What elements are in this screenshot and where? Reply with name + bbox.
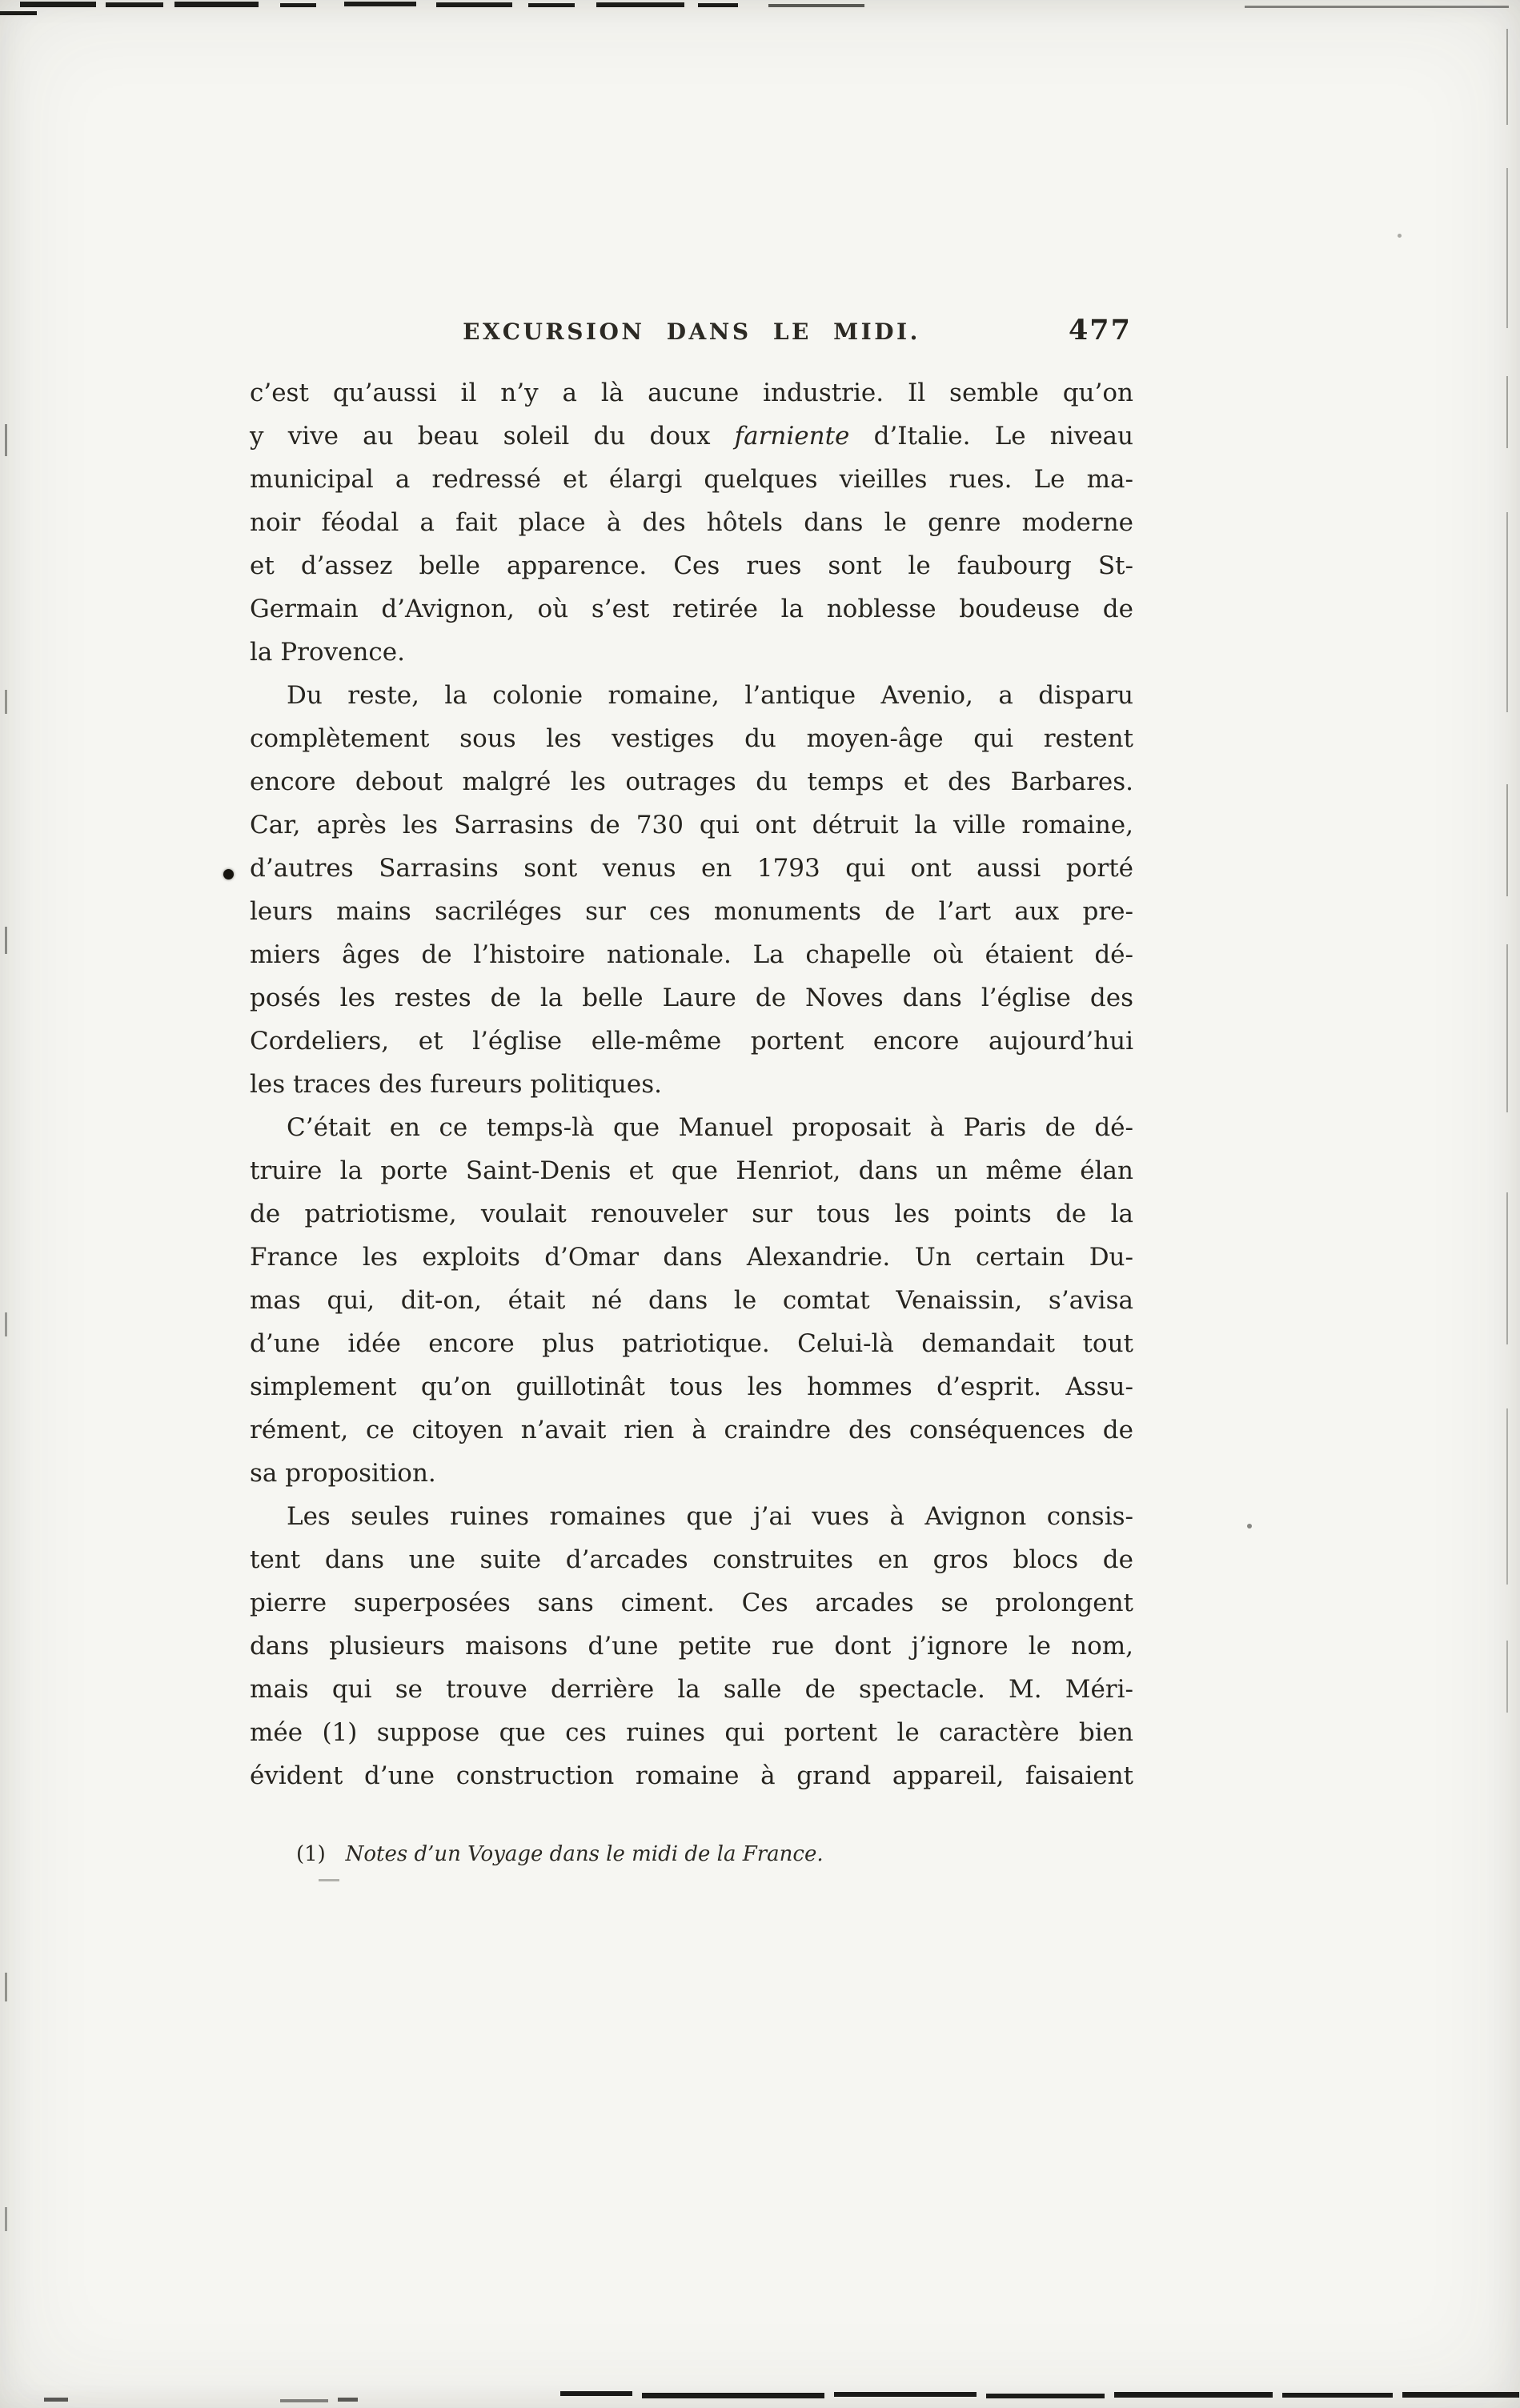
scan-artifact [44, 2398, 68, 2402]
paragraph [250, 371, 1133, 674]
text-line: encore debout malgré les outrages du temps et des Barbares. [250, 767, 1133, 796]
scan-artifact [1402, 2392, 1519, 2398]
scan-artifact [106, 2, 163, 7]
text-line: mais qui se trouve derrière la salle de spectacle. M. Méri- [250, 1675, 1133, 1704]
paragraph [250, 1106, 1133, 1495]
scan-artifact [560, 2391, 632, 2396]
scan-artifact [768, 4, 864, 7]
scan-artifact [1114, 2392, 1273, 2398]
text-line: C’était en ce temps-là que Manuel proposait à Paris de dé- [287, 1113, 1133, 1142]
scan-artifact [1506, 168, 1508, 328]
text-line: Germain d’Avignon, où s’est retirée la noblesse boudeuse de [250, 595, 1133, 623]
scan-artifact [20, 2, 96, 7]
text-line: y vive au beau soleil du doux farniente d’Italie. Le niveau [250, 422, 1133, 451]
footnote-marker: (1) [296, 1842, 326, 1866]
page-header [250, 314, 1133, 355]
margin-mark-dot [223, 869, 234, 879]
text-line: mas qui, dit-on, était né dans le comtat Venaissin, s’avisa [250, 1286, 1133, 1315]
page-text-block [250, 314, 1133, 1866]
text-line: Car, après les Sarrasins de 730 qui ont détruit la ville romaine, [250, 811, 1133, 839]
scan-artifact [698, 3, 738, 7]
text-line: les traces des fureurs politiques. [250, 1070, 662, 1099]
scan-artifact [1398, 234, 1402, 238]
scan-artifact [5, 927, 7, 954]
page-number: 477 [1068, 314, 1132, 347]
text-line: de patriotisme, voulait renouveler sur tous les points de la [250, 1200, 1133, 1228]
paragraph [250, 1495, 1133, 1797]
scan-artifact [1506, 1408, 1508, 1585]
footnote [250, 1842, 1133, 1866]
text-line: Du reste, la colonie romaine, l’antique Avenio, a disparu [287, 681, 1133, 710]
text-line: sa proposition. [250, 1459, 436, 1488]
text-line: noir féodal a fait place à des hôtels dans le genre moderne [250, 508, 1133, 537]
text-line: d’une idée encore plus patriotique. Celui-là demandait tout [250, 1329, 1133, 1358]
text-line: Les seules ruines romaines que j’ai vues à Avignon consis- [287, 1502, 1133, 1531]
scan-artifact [5, 1312, 7, 1336]
scan-artifact [280, 3, 316, 7]
text-line: la Provence. [250, 638, 405, 667]
scan-artifact [1506, 512, 1508, 712]
text-line: évident d’une construction romaine à grand appareil, faisaient [250, 1761, 1133, 1790]
scan-artifact [986, 2394, 1105, 2398]
scan-artifact [0, 11, 37, 15]
text-line: France les exploits d’Omar dans Alexandrie. Un certain Du- [250, 1243, 1133, 1272]
scan-artifact [1506, 29, 1508, 125]
scan-artifact [642, 2393, 824, 2398]
text-line: leurs mains sacriléges sur ces monuments de l’art aux pre- [250, 897, 1133, 926]
scan-artifact [5, 690, 7, 714]
scan-artifact [596, 2, 684, 7]
scan-artifact [436, 2, 512, 7]
body-text [250, 371, 1133, 1797]
scan-artifact [280, 2399, 328, 2402]
text-line: tent dans une suite d’arcades construites en gros blocs de [250, 1545, 1133, 1574]
text-line: d’autres Sarrasins sont venus en 1793 qui ont aussi porté [250, 854, 1133, 883]
text-line: pierre superposées sans ciment. Ces arcades se prolongent [250, 1589, 1133, 1617]
scan-artifact [319, 1879, 339, 1881]
text-line: posés les restes de la belle Laure de Noves dans l’église des [250, 984, 1133, 1012]
scan-artifact [5, 1973, 7, 2001]
scan-artifact [1247, 1524, 1252, 1529]
scan-artifact [5, 424, 7, 456]
text-line: c’est qu’aussi il n’y a là aucune industrie. Il semble qu’on [250, 379, 1133, 407]
text-line: et d’assez belle apparence. Ces rues sont le faubourg St- [250, 551, 1133, 580]
text-line: mée (1) suppose que ces ruines qui portent le caractère bien [250, 1718, 1133, 1747]
text-line: simplement qu’on guillotinât tous les hommes d’esprit. Assu- [250, 1372, 1133, 1401]
scan-artifact [528, 3, 575, 7]
scan-artifact [338, 2398, 358, 2402]
text-line: Cordeliers, et l’église elle-même portent encore aujourd’hui [250, 1027, 1133, 1056]
paragraph [250, 674, 1133, 1106]
text-line: rément, ce citoyen n’avait rien à craindre des conséquences de [250, 1416, 1133, 1444]
text-line: dans plusieurs maisons d’une petite rue dont j’ignore le nom, [250, 1632, 1133, 1661]
scan-artifact [1506, 784, 1508, 896]
scan-artifact [834, 2392, 977, 2397]
scan-artifact [344, 2, 416, 6]
text-line: miers âges de l’histoire nationale. La chapelle où étaient dé- [250, 940, 1133, 969]
scan-artifact [1506, 376, 1508, 448]
text-line: truire la porte Saint-Denis et que Henriot, dans un même élan [250, 1156, 1133, 1185]
scan-artifact [1245, 6, 1509, 8]
text-line: complètement sous les vestiges du moyen-âge qui restent [250, 724, 1133, 753]
scan-artifact [1506, 1192, 1508, 1344]
scan-artifact [1506, 944, 1508, 1112]
scan-artifact [5, 2207, 7, 2231]
scan-artifact [1282, 2393, 1393, 2398]
text-line: municipal a redressé et élargi quelques vieilles rues. Le ma- [250, 465, 1133, 494]
scan-artifact [174, 2, 259, 7]
scan-artifact [1506, 1641, 1508, 1713]
footnote-text: Notes d’un Voyage dans le midi de la France. [345, 1842, 824, 1866]
running-title: EXCURSION DANS LE MIDI. [463, 319, 920, 345]
